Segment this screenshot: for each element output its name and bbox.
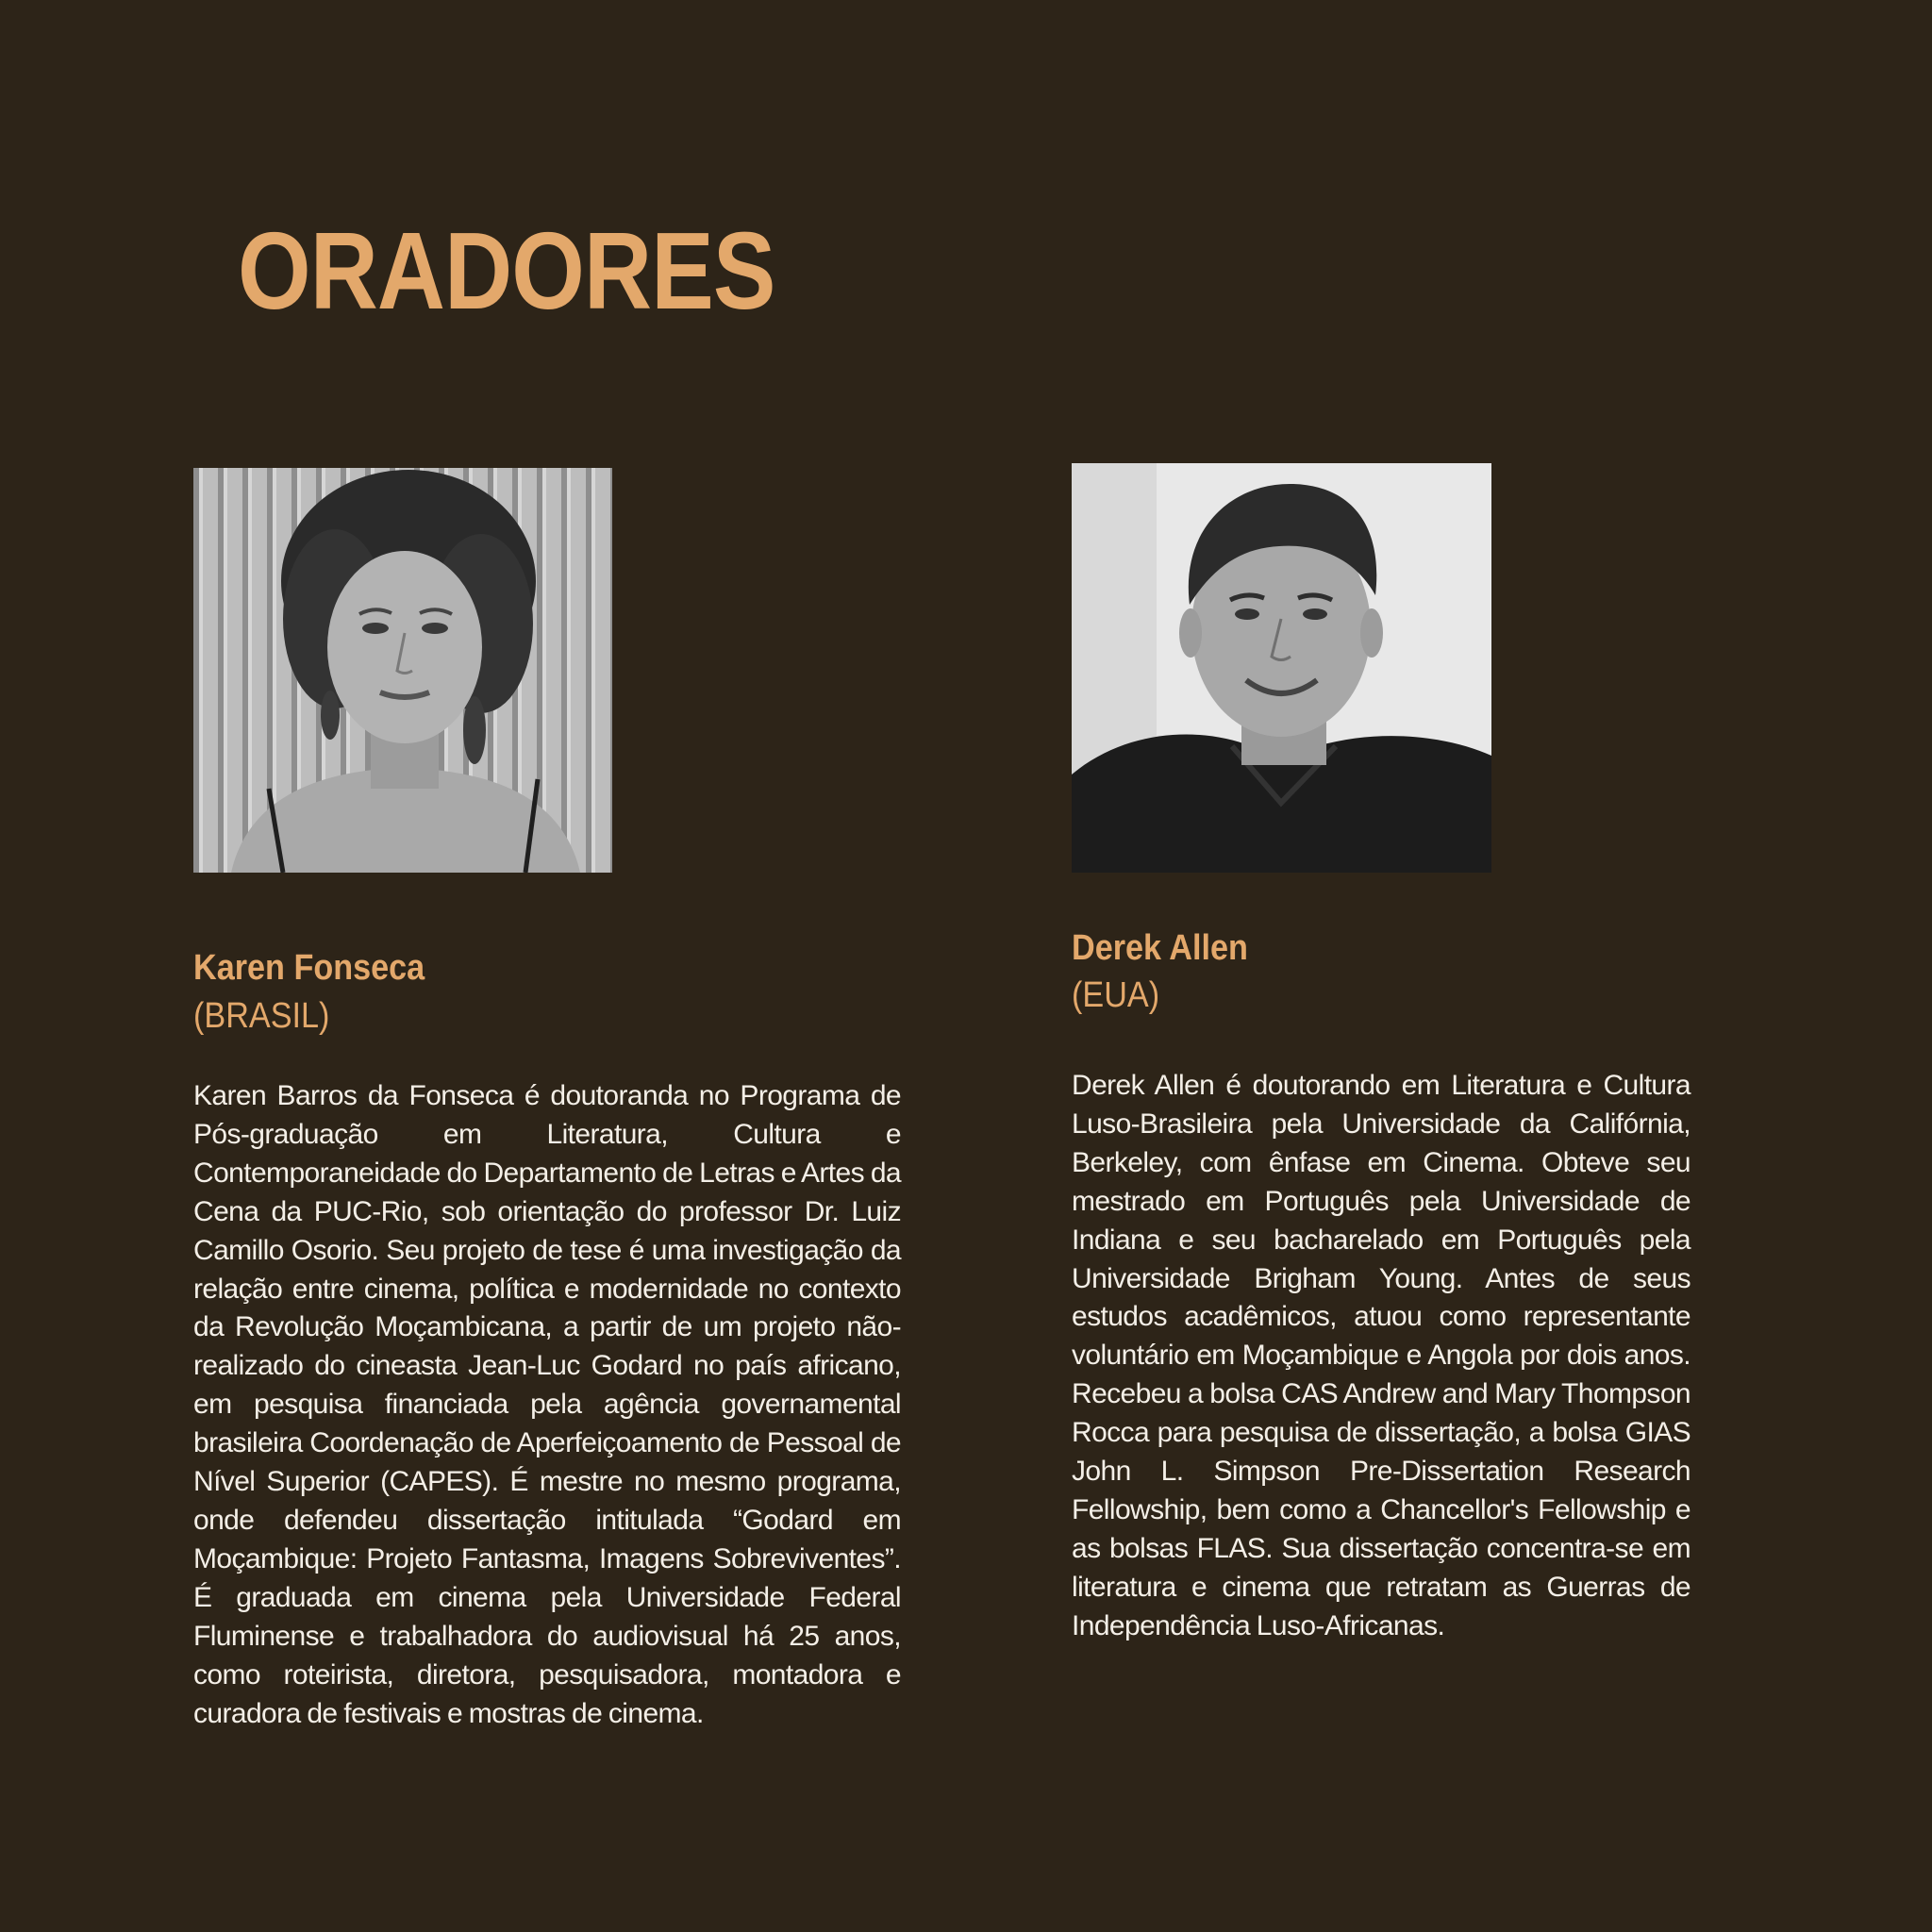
speaker-name-karen-fonseca: Karen Fonseca: [193, 948, 425, 988]
speaker-bio-derek-allen: Derek Allen é doutorando em Literatura e Cultura Luso-Brasileira pela Universidade da Califórnia, Berkeley, com ênfase em Cinema. Obteve seu mestrado em Português pela Universidade de Indiana e seu bacharelado em Português pela Universidade Brigham Young. Antes de seus estudos acadêmicos, atuou como representante voluntário em Moçambique e Angola por dois anos. Recebeu a bolsa CAS Andrew and Mary Thompson Rocca para pesquisa de dissertação, a bolsa GIAS John L. Simpson Pre-Dissertation Research Fellowship, bem como a Chancellor's Fellowship e as bolsas FLAS. Sua dissertação concentra-se em literatura e cinema que retratam as Guerras de Independência Luso-Africanas.: [1072, 1070, 1690, 1641]
speaker-bio-karen-fonseca: Karen Barros da Fonseca é doutoranda no Programa de Pós-graduação em Literatura, Cultura e Contemporaneidade do Departamento de Letras e Artes da Cena da PUC-Rio, sob orientação do professor Dr. Luiz Camillo Osorio. Seu projeto de tese é uma investigação da relação entre cinema, política e modernidade no contexto da Revolução Moçambicana, a partir de um projeto não-realizado do cineasta Jean-Luc Godard no país africano, em pesquisa financiada pela agência governamental brasileira Coordenação de Aperfeiçoamento de Pessoal de Nível Superior (CAPES). É mestre no mesmo programa, onde defendeu dissertação intitulada “Godard em Moçambique: Projeto Fantasma, Imagens Sobreviventes”. É graduada em cinema pela Universidade Federal Fluminense e trabalhadora do audiovisual há 25 anos, como roteirista, diretora, pesquisadora, montadora e curadora de festivais e mostras de cinema.: [193, 1080, 901, 1729]
speaker-country-derek-allen: (EUA): [1072, 975, 1160, 1015]
page-title: ORADORES: [238, 209, 775, 332]
speaker-name-derek-allen: Derek Allen: [1072, 928, 1248, 968]
speaker-country-karen-fonseca: (BRASIL): [193, 996, 330, 1036]
speaker-photo-karen-fonseca: [193, 468, 612, 873]
speaker-photo-derek-allen: [1072, 463, 1491, 873]
